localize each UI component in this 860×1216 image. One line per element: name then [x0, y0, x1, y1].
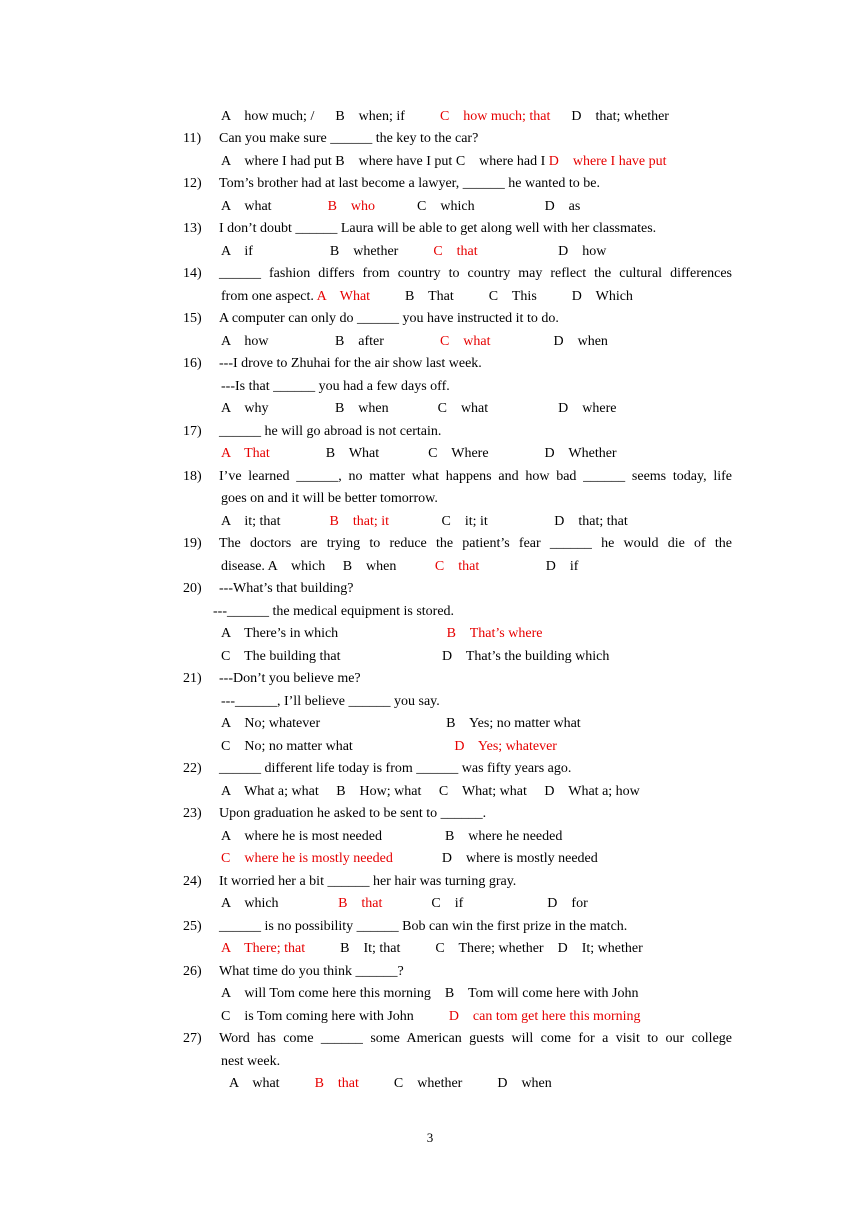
line-text: It worried her a bit ______ her hair was turning gray. [219, 874, 517, 889]
line-text: disease. A which B when [221, 559, 435, 574]
line-text: D when [490, 334, 608, 349]
correct-answer: A That [221, 446, 270, 461]
line-text: C whether D when [358, 1076, 552, 1091]
question-text [219, 873, 516, 891]
answer-line [221, 513, 628, 531]
line-text: B That C This D Which [370, 289, 633, 304]
correct-answer: D where I have put [548, 154, 667, 169]
line-text: C which D as [375, 199, 581, 214]
line-text: A No; whatever B Yes; no matter what [221, 716, 581, 731]
line-text: What time do you think ______? [219, 964, 404, 979]
question-number: 14) [183, 266, 202, 281]
line-text: C No; no matter what [221, 739, 455, 754]
page-number: 3 [426, 1130, 434, 1145]
line-text: A it; that [221, 514, 330, 529]
correct-answer: D can tom get here this morning [448, 1009, 641, 1024]
question-number: 19) [183, 536, 202, 551]
answer-line [221, 378, 450, 396]
correct-answer: C that [434, 559, 480, 574]
line-text: Upon graduation he asked to be sent to ______. [219, 806, 487, 821]
answer-line [221, 940, 643, 958]
answer-line [221, 490, 438, 508]
answer-line [221, 198, 580, 216]
answer-line [221, 153, 667, 171]
question-text [219, 535, 732, 553]
question-number: 18) [183, 469, 202, 484]
answer-line [221, 693, 440, 711]
line-text: Word has come ______ some American guests will come for a visit to our college [219, 1031, 732, 1046]
question-text [219, 580, 354, 598]
line-text: ______ different life today is from ______ was fifty years ago. [219, 761, 572, 776]
answer-line [221, 1008, 641, 1026]
answer-line [221, 288, 633, 306]
question-number: 22) [183, 761, 202, 776]
line-text: ______ is no possibility ______ Bob can win the first prize in the match. [219, 919, 628, 934]
correct-answer: C where he is mostly needed [221, 851, 393, 866]
question-text [219, 1030, 732, 1048]
answer-line [221, 715, 581, 733]
correct-answer: A There; that [221, 941, 306, 956]
question-number: 11) [183, 131, 202, 146]
correct-answer: B that; it [329, 514, 389, 529]
line-text: ---What’s that building? [219, 581, 354, 596]
correct-answer: B That’s where [446, 626, 543, 641]
correct-answer: B that [314, 1076, 359, 1091]
line-text: A why B when C what D where [221, 401, 617, 416]
answer-line [221, 648, 609, 666]
answer-line [221, 895, 588, 913]
line-text: ______ fashion differs from country to country may reflect the cultural differences [219, 266, 732, 281]
correct-answer: C how much; that [439, 109, 551, 124]
line-text: A which [221, 896, 339, 911]
line-text: ---I drove to Zhuhai for the air show last week. [219, 356, 482, 371]
line-text: D how [477, 244, 607, 259]
question-number: 13) [183, 221, 202, 236]
question-number: 12) [183, 176, 202, 191]
question-number: 27) [183, 1031, 202, 1046]
question-number: 24) [183, 874, 202, 889]
line-text: A There’s in which [221, 626, 447, 641]
question-text [219, 670, 361, 688]
question-number: 23) [183, 806, 202, 821]
question-text [219, 310, 559, 328]
line-text: ---______, I’ll believe ______ you say. [221, 694, 440, 709]
line-text: B What C Where D Whether [269, 446, 617, 461]
line-text: The doctors are trying to reduce the patient’s fear ______ he would die of the [219, 536, 732, 551]
correct-answer: A What [316, 289, 371, 304]
correct-answer: D Yes; whatever [454, 739, 557, 754]
line-text: ---Don’t you believe me? [219, 671, 361, 686]
line-text: Tom’s brother had at last become a lawyer, ______ he wanted to be. [219, 176, 601, 191]
question-text [219, 918, 627, 936]
line-text: Can you make sure ______ the key to the car? [219, 131, 479, 146]
line-text: C is Tom coming here with John [221, 1009, 449, 1024]
answer-line [221, 738, 557, 756]
answer-line [221, 850, 598, 868]
line-text: I’ve learned ______, no matter what happens and how bad ______ seems today, life [219, 469, 732, 484]
answer-line [221, 445, 617, 463]
correct-answer: B that [338, 896, 383, 911]
answer-line [221, 625, 542, 643]
question-text [219, 760, 571, 778]
question-text [219, 265, 732, 283]
answer-line [221, 985, 638, 1003]
line-text: C if D for [382, 896, 588, 911]
answer-line [221, 243, 606, 261]
line-text: A how much; / B when; if [221, 109, 440, 124]
question-number: 16) [183, 356, 202, 371]
line-text: C The building that D That’s the building which [221, 649, 610, 664]
question-number: 20) [183, 581, 202, 596]
answer-line [221, 783, 640, 801]
line-text: A What a; what B How; what C What; what D What a; how [221, 784, 640, 799]
question-text [219, 805, 486, 823]
line-text: goes on and it will be better tomorrow. [221, 491, 438, 506]
line-text: nest week. [221, 1054, 281, 1069]
question-number: 25) [183, 919, 202, 934]
line-text: ---______ the medical equipment is stored. [213, 604, 455, 619]
question-number: 15) [183, 311, 202, 326]
correct-answer: B who [327, 199, 376, 214]
line-text: D if [479, 559, 579, 574]
answer-line [221, 828, 562, 846]
question-number: 21) [183, 671, 202, 686]
answer-line [221, 333, 608, 351]
answer-line [213, 603, 454, 621]
line-text: D where is mostly needed [392, 851, 598, 866]
correct-answer: C what [439, 334, 491, 349]
correct-answer: C that [433, 244, 478, 259]
line-text: ______ he will go abroad is not certain. [219, 424, 442, 439]
line-text: A how B after [221, 334, 440, 349]
answer-line [221, 400, 616, 418]
question-number: 26) [183, 964, 202, 979]
answer-line [221, 108, 669, 126]
question-number: 17) [183, 424, 202, 439]
line-text: A where I had put B where have I put C where had I [221, 154, 549, 169]
line-text: A what [221, 199, 328, 214]
answer-line [229, 1075, 552, 1093]
line-text: ---Is that ______ you had a few days off. [221, 379, 450, 394]
question-text [219, 130, 478, 148]
line-text: A if B whether [221, 244, 434, 259]
question-text [219, 963, 404, 981]
line-text: D that; whether [550, 109, 669, 124]
line-text: A will Tom come here this morning B Tom will come here with John [221, 986, 639, 1001]
line-text: A computer can only do ______ you have instructed it to do. [219, 311, 559, 326]
question-text [219, 175, 600, 193]
line-text: A where he is most needed B where he needed [221, 829, 563, 844]
line-text: C it; it D that; that [389, 514, 628, 529]
line-text: B It; that C There; whether D It; whether [305, 941, 643, 956]
line-text: A what [229, 1076, 315, 1091]
question-text [219, 355, 482, 373]
question-text [219, 220, 656, 238]
answer-line [221, 1053, 280, 1071]
question-text [219, 423, 441, 441]
line-text: I don’t doubt ______ Laura will be able to get along well with her classmates. [219, 221, 657, 236]
question-text [219, 468, 732, 486]
line-text: from one aspect. [221, 289, 317, 304]
answer-line [221, 558, 578, 576]
